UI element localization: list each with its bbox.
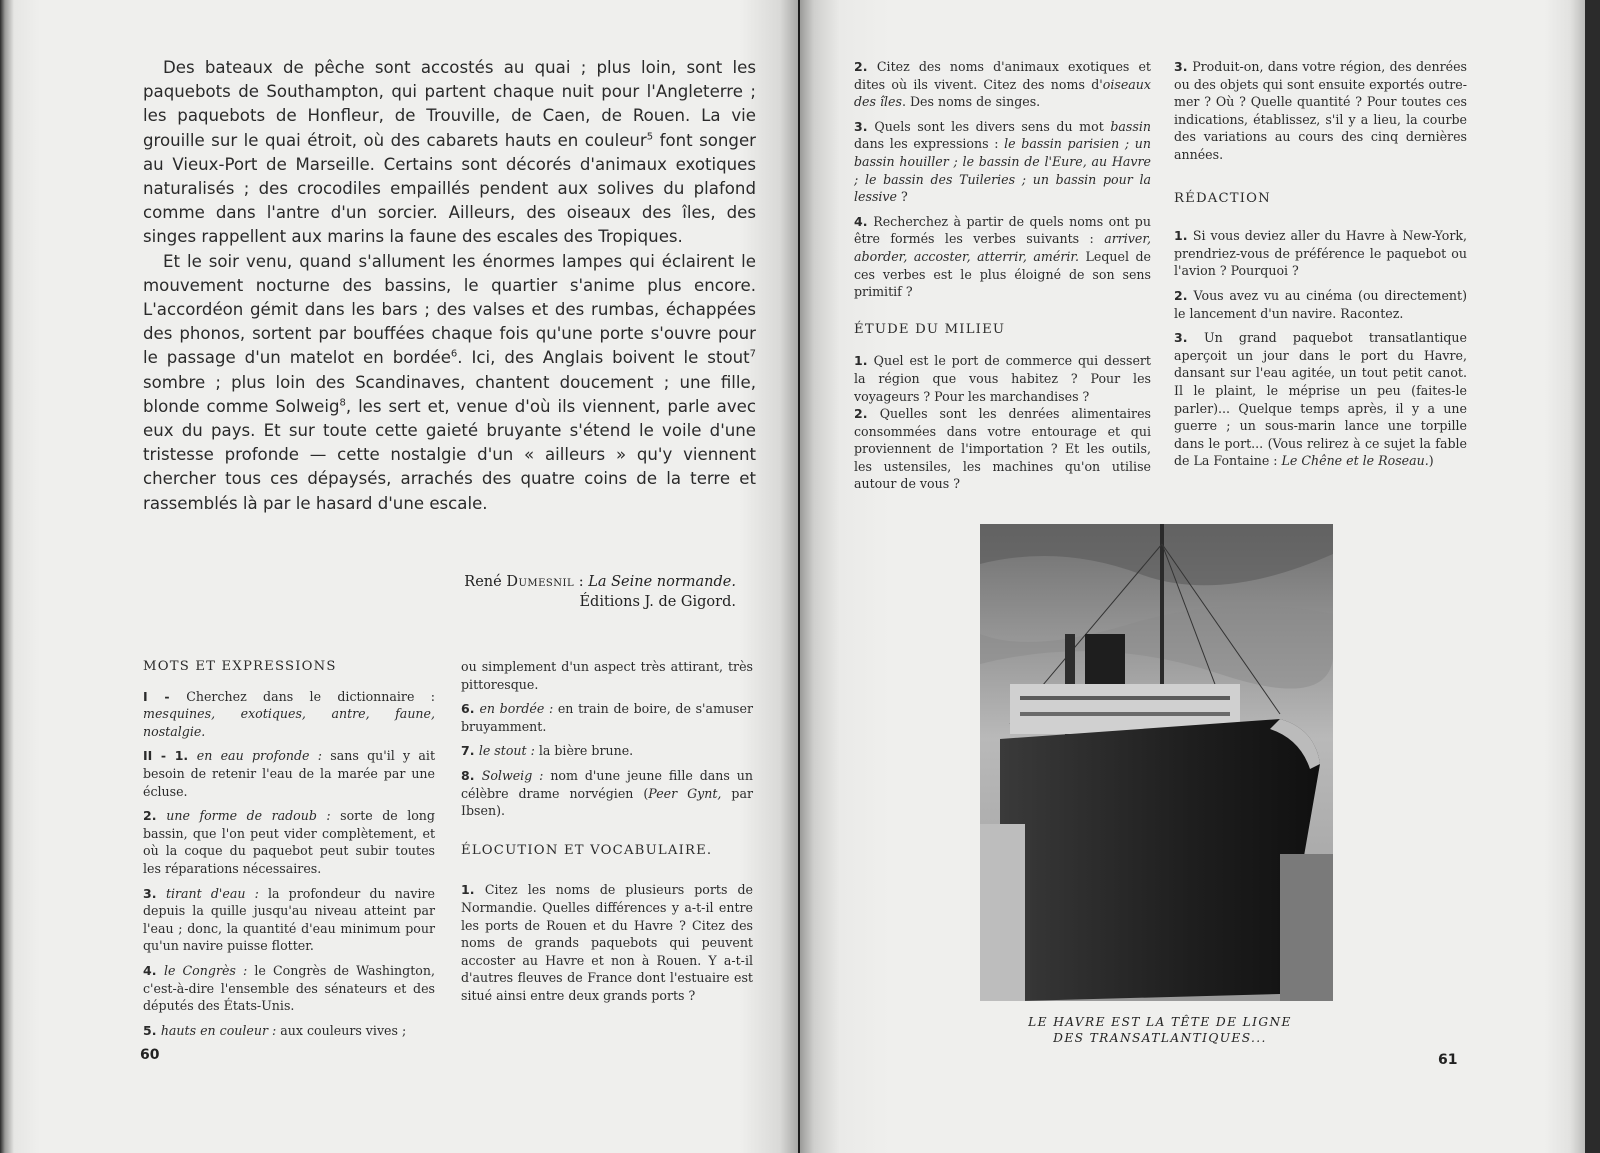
item-term: le stout : bbox=[478, 743, 535, 759]
item-definition: sans qu'il y ait besoin de retenir l'eau de la marée par une écluse. bbox=[143, 748, 436, 799]
item-term: le Congrès : bbox=[163, 962, 248, 978]
item-number: II - 1. bbox=[143, 748, 197, 764]
item-text: Cherchez dans le dictionnaire : bbox=[186, 688, 435, 704]
item-number: 8. bbox=[461, 767, 482, 783]
mots-item-3 bbox=[143, 885, 435, 955]
item-term: en eau profonde : bbox=[196, 748, 322, 764]
item-text: Quelles sont les denrées alimentaires consommées dans votre entourage et qui proviennent de l'importation ? Et les outils, les ustensiles, les machines qu'on utilise autour de vous ? bbox=[854, 406, 1151, 492]
item-number: 6. bbox=[461, 701, 480, 717]
item-definition: la bière brune. bbox=[534, 743, 634, 759]
item-number: 4. bbox=[854, 213, 874, 229]
item-number: 4. bbox=[143, 962, 164, 978]
item-text: Recherchez à partir de quels noms ont pu être formés les verbes suivants : bbox=[854, 213, 1151, 247]
item-definition: sorte de long bassin, que l'on peut vider complètement, et où la coque du paquebot peut subir toutes les réparations nécessaires. bbox=[143, 808, 435, 876]
photo-water bbox=[1280, 854, 1333, 1001]
item-terms: mesquines, exotiques, antre, faune, nostalgie. bbox=[143, 706, 435, 739]
mots-column bbox=[143, 658, 435, 1046]
elocution-heading: ÉLOCUTION ET VOCABULAIRE. bbox=[461, 842, 713, 858]
item-definition: la profondeur du navire depuis la quille jusqu'au niveau atteint par l'eau ; donc, la quantité d'eau minimum pour qu'un navire puisse flotter. bbox=[143, 885, 435, 954]
attribution-line-1 bbox=[420, 572, 736, 592]
item-text: Un grand paquebot transatlantique aperçoit un jour dans le port du Havre, dansant sur l'eau agitée, un tout petit canot. Il le plaint, le méprise un peu (faites-le parler)... Quelque temps après, il y a une guerre ; un sous-marin lance une torpille dans le port... (Vous relirez à ce sujet la fable de La Fontaine : bbox=[1174, 330, 1467, 469]
redaction-item-1 bbox=[1174, 227, 1467, 280]
redaction-heading: RÉDACTION bbox=[1174, 190, 1271, 206]
item-text-mid: dans les expressions : bbox=[854, 136, 1005, 152]
mots-item-4 bbox=[143, 962, 435, 1015]
item-number: 3. bbox=[143, 885, 166, 901]
item-text: Produit-on, dans votre région, des denrées ou des objets qui sont ensuite exportés outre-mer ? Où ? Quelle quantité ? Pour toutes ces indications, établissez, s'il y a lieu, la courbe des variations au cours des cinq dernières années. bbox=[1174, 59, 1467, 162]
item-definition: aux couleurs vives ; bbox=[276, 1022, 407, 1038]
mots-item-8 bbox=[461, 767, 753, 820]
paragraph-1 bbox=[143, 56, 756, 250]
right-column-2 bbox=[1174, 58, 1467, 477]
mots-item-2 bbox=[143, 807, 435, 877]
book-edge bbox=[1585, 0, 1600, 1153]
footnote-ref-7: 7 bbox=[749, 348, 756, 360]
item-text: Vous avez vu au cinéma (ou directement) le lancement d'un navire. Racontez. bbox=[1174, 287, 1467, 321]
paragraph-1-text: Des bateaux de pêche sont accostés au quai ; plus loin, sont les paquebots de Southampton, qui partent chaque nuit pour l'Angleterre ; les paquebots de Honfleur, de Trouville, de Caen, de Rouen. La vie grouille sur le quai étroit, où des cabarets hauts en couleur bbox=[143, 58, 756, 150]
redaction-item-3 bbox=[1174, 329, 1467, 470]
item-number: 5. bbox=[143, 1022, 161, 1038]
photo-hull bbox=[1000, 719, 1320, 1001]
item-verbs: arriver, aborder, accoster, atterrir, amérir. bbox=[854, 231, 1151, 264]
page-number-right: 61 bbox=[1438, 1052, 1458, 1068]
paragraph-2 bbox=[143, 250, 756, 516]
item-text: Citez les noms de plusieurs ports de Normandie. Quelles différences y a-t-il entre les ports de Rouen et du Havre ? Citez des noms de grands paquebots qui peuvent accoster au Havre et non à Rouen. Y a-t-il d'autres fleuves de France dont l'estuaire est situé ainsi entre deux grands ports ? bbox=[461, 882, 753, 1003]
page-number-left: 60 bbox=[140, 1047, 160, 1063]
item-number: 2. bbox=[854, 59, 877, 74]
item-text-end: ? bbox=[897, 189, 908, 205]
item-term: bassin bbox=[1110, 118, 1151, 134]
item-number: 3. bbox=[1174, 330, 1204, 346]
publisher: Éditions J. de Gigord. bbox=[579, 594, 736, 610]
right-column-1 bbox=[854, 58, 1151, 500]
mots-item-ii-1 bbox=[143, 747, 435, 800]
elocution-item-3 bbox=[854, 118, 1151, 206]
item-number: 1. bbox=[1174, 228, 1193, 244]
mots-item-5-continued: ou simplement d'un aspect très attirant, très pittoresque. bbox=[461, 659, 753, 692]
item-number: I - bbox=[143, 688, 187, 704]
work-title: Peer Gynt, bbox=[648, 785, 722, 801]
attribution-separator: : bbox=[574, 574, 589, 590]
caption-line-2: DES TRANSATLANTIQUES... bbox=[1053, 1031, 1267, 1045]
item-text: Quel est le port de commerce qui dessert la région que vous habitez ? Pour les voyageurs ? Pour les marchandises ? bbox=[854, 353, 1151, 404]
item-text-end: Lequel de ces verbes est le plus éloigné de son sens primitif ? bbox=[854, 248, 1151, 300]
item-text-end: . Des noms de singes. bbox=[901, 94, 1041, 110]
work-title: La Seine normande. bbox=[588, 574, 736, 590]
photo-caption bbox=[990, 1014, 1330, 1046]
ship-photo bbox=[980, 524, 1333, 1001]
redaction-item-2 bbox=[1174, 287, 1467, 322]
item-number: 2. bbox=[143, 808, 167, 824]
elocution-item-1 bbox=[461, 881, 753, 1004]
paragraph-2-text: Et le soir venu, quand s'allument les énormes lampes qui éclairent le mouvement nocturne des bassins, le quartier s'anime plus encore. L'accordéon gémit dans les bars ; des valses et des rumbas, échappées des phonos, sortent par bouffées chaque fois qu'une porte s'ouvre pour le passage d'un matelot en bordée bbox=[143, 251, 756, 368]
caption-line-1: LE HAVRE EST LA TÊTE DE LIGNE bbox=[1028, 1015, 1292, 1029]
item-term: oiseaux des îles bbox=[854, 76, 1151, 110]
photo-deck-line-2 bbox=[1020, 712, 1230, 716]
mots-item-5 bbox=[143, 1022, 435, 1040]
etude-item-3 bbox=[1174, 58, 1467, 164]
item-term: une forme de radoub : bbox=[166, 808, 331, 824]
item-definition: nom d'une jeune fille dans un célèbre drame norvégien ( bbox=[461, 767, 753, 801]
item-term: Solweig : bbox=[481, 767, 544, 783]
item-number: 1. bbox=[461, 882, 485, 898]
photo-funnel bbox=[1085, 634, 1125, 689]
photo-deck-line bbox=[1020, 696, 1230, 700]
item-number: 1. bbox=[854, 353, 874, 369]
item-term: en bordée : bbox=[479, 701, 554, 717]
footnote-ref-6: 6 bbox=[450, 348, 458, 360]
paragraph-1-text-cont: font songer au Vieux-Port de Marseille. Certains sont décorés d'animaux exotiques naturalisés ; des crocodiles empaillés pendent aux solives du plafond comme dans l'antre d'un sorcier. Ailleurs, des oiseaux des îles, des singes rappellent aux marins la faune des escales des Tropiques. bbox=[143, 130, 756, 247]
item-number: 7. bbox=[461, 743, 479, 759]
elocution-item-2 bbox=[854, 58, 1151, 111]
item-text: Si vous deviez aller du Havre à New-York, prendriez-vous de préférence le paquebot ou l'avion ? Pourquoi ? bbox=[1174, 228, 1467, 279]
fable-title: Le Chêne et le Roseau. bbox=[1281, 453, 1429, 469]
paragraph-2-text-c: sombre ; plus loin des Scandinaves, chantent doucement ; une fille, blonde comme Solweig bbox=[143, 372, 756, 416]
paragraph-2-text-b: . Ici, des Anglais boivent le stout bbox=[457, 348, 750, 368]
mots-column-2 bbox=[461, 658, 753, 1012]
item-number: 2. bbox=[854, 406, 880, 422]
elocution-item-4 bbox=[854, 213, 1151, 301]
item-text: Quels sont les divers sens du mot bbox=[874, 118, 1111, 134]
author-last-name: Dumesnil bbox=[506, 574, 575, 590]
item-text: Citez des noms d'animaux exotiques et dites où ils vivent. Citez des noms d' bbox=[854, 59, 1151, 92]
mots-item-i bbox=[143, 688, 435, 741]
paragraph-2-text-d: , les sert et, venue d'où ils viennent, parle avec eux du pays. Et sur toute cette gaieté bruyante s'étend le voile d'une tristesse profonde — cette nostalgie d'un « ailleurs » qu'y viennent chercher tous ces dépaysés, arrachés des quatre coins de la terre et rassemblés là par le hasard d'une escale. bbox=[143, 396, 756, 513]
source-attribution bbox=[420, 572, 736, 612]
mots-item-6 bbox=[461, 700, 753, 735]
main-prose bbox=[143, 56, 756, 516]
item-number: 3. bbox=[854, 118, 875, 134]
mots-item-7 bbox=[461, 742, 753, 760]
item-number: 2. bbox=[1174, 287, 1194, 303]
etude-item-1 bbox=[854, 352, 1151, 405]
item-definition-end: par Ibsen). bbox=[461, 785, 753, 819]
item-definition: en train de boire, de s'amuser bruyamment. bbox=[461, 701, 753, 734]
left-page bbox=[0, 0, 798, 1153]
item-text-end: ) bbox=[1428, 453, 1434, 469]
item-number: 3. bbox=[1174, 59, 1193, 74]
author-first-name: René bbox=[464, 574, 507, 590]
mots-heading: MOTS ET EXPRESSIONS bbox=[143, 659, 337, 674]
etude-heading: ÉTUDE DU MILIEU bbox=[854, 321, 1006, 337]
item-examples: le bassin parisien ; un bassin houiller ; le bassin de l'Eure, au Havre ; le bassin des Tuileries ; un bassin pour la lessive bbox=[854, 136, 1151, 205]
photo-quay bbox=[980, 824, 1025, 1001]
item-definition: le Congrès de Washington, c'est-à-dire l'ensemble des sénateurs et des députés des États-Unis. bbox=[143, 962, 435, 1014]
footnote-ref-8: 8 bbox=[339, 397, 346, 409]
item-term: tirant d'eau : bbox=[165, 885, 259, 901]
etude-item-2 bbox=[854, 405, 1151, 493]
item-term: hauts en couleur : bbox=[160, 1022, 277, 1038]
footnote-ref-5: 5 bbox=[646, 131, 654, 143]
